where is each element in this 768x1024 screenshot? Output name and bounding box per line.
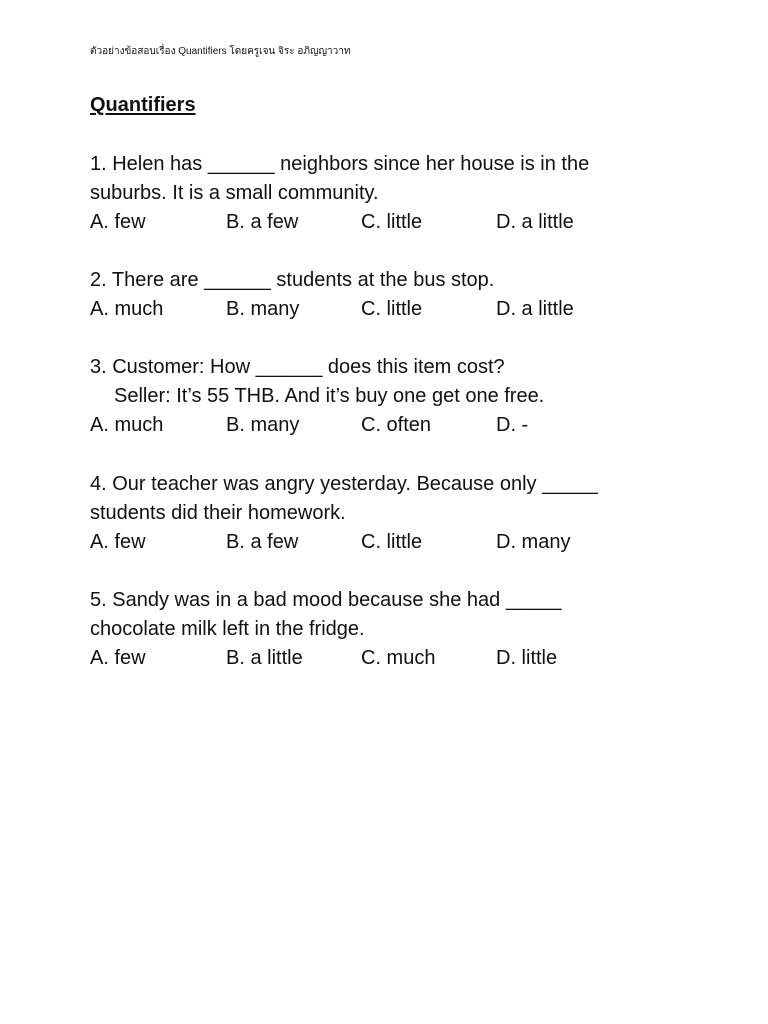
question-1-line-1: 1. Helen has ______ neighbors since her house is in the: [90, 153, 590, 175]
question-2-options: [90, 295, 690, 324]
question-5: [90, 586, 690, 673]
question-4-option-b: B. a few: [226, 531, 299, 553]
question-5-options: [90, 644, 690, 673]
question-5-line-2: chocolate milk left in the fridge.: [90, 618, 365, 640]
header-note: ตัวอย่างข้อสอบเรื่อง Quantifiers โดยครูเจน จิระ อภิญญาวาท: [90, 46, 351, 57]
page-title: Quantifiers: [90, 94, 196, 116]
question-3-options: [90, 411, 690, 440]
question-1-option-b: B. a few: [226, 211, 299, 233]
question-5-option-d: D. little: [496, 647, 558, 669]
question-2-option-a: A. much: [90, 298, 164, 320]
question-3-line-1: 3. Customer: How ______ does this item cost?: [90, 356, 505, 378]
question-4-line-2: students did their homework.: [90, 502, 346, 524]
question-4-option-c: C. little: [361, 531, 423, 553]
question-5-option-b: B. a little: [226, 647, 303, 669]
question-3: [90, 353, 690, 440]
question-4-option-a: A. few: [90, 531, 146, 553]
question-1-line-2: suburbs. It is a small community.: [90, 182, 379, 204]
question-1-option-c: C. little: [361, 211, 423, 233]
question-1-options: [90, 208, 690, 237]
question-4-options: [90, 528, 690, 557]
question-2-option-d: D. a little: [496, 298, 574, 320]
question-1: [90, 150, 690, 237]
question-2-line-1: 2. There are ______ students at the bus stop.: [90, 269, 495, 291]
question-3-option-c: C. often: [361, 414, 432, 436]
question-1-option-a: A. few: [90, 211, 146, 233]
question-5-line-1: 5. Sandy was in a bad mood because she had _____: [90, 589, 562, 611]
question-3-option-b: B. many: [226, 414, 300, 436]
question-1-option-d: D. a little: [496, 211, 574, 233]
question-2-option-b: B. many: [226, 298, 300, 320]
question-3-option-a: A. much: [90, 414, 164, 436]
question-2: [90, 266, 690, 324]
question-3-option-d: D. -: [496, 414, 529, 436]
question-5-option-a: A. few: [90, 647, 146, 669]
question-3-line-2: Seller: It’s 55 THB. And it’s buy one get one free.: [114, 385, 545, 407]
question-4-line-1: 4. Our teacher was angry yesterday. Because only _____: [90, 473, 598, 495]
question-4: [90, 470, 690, 557]
question-4-option-d: D. many: [496, 531, 571, 553]
question-2-option-c: C. little: [361, 298, 423, 320]
question-5-option-c: C. much: [361, 647, 436, 669]
